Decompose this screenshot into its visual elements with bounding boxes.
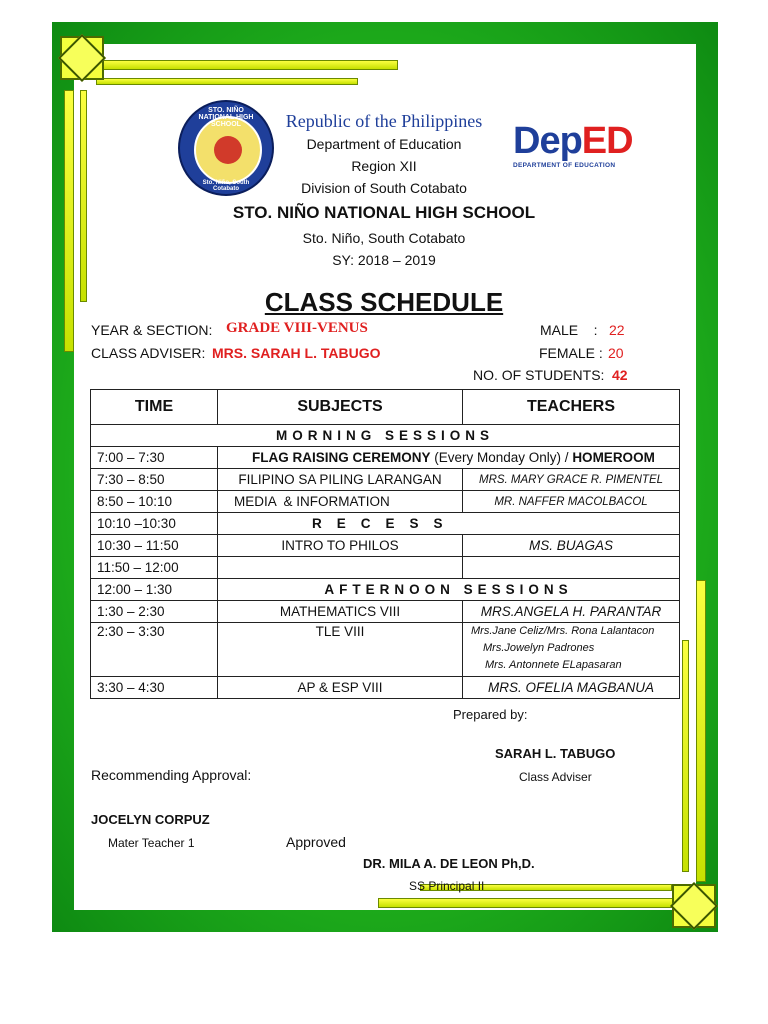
table-row <box>91 601 680 623</box>
subject-cell: INTRO TO PHILOS <box>218 535 463 557</box>
time-cell: 8:50 – 10:10 <box>91 491 218 513</box>
table-row <box>91 535 680 557</box>
school-seal-logo: STO. NIÑO NATIONAL HIGH SCHOOL Sto. Niño, South Cotabato <box>178 100 274 196</box>
republic-heading: Republic of the Philippines <box>285 111 483 131</box>
time-header: TIME <box>91 390 218 425</box>
time-cell: 3:30 – 4:30 <box>91 677 218 699</box>
morning-session-label: MORNING SESSIONS <box>91 425 680 447</box>
right-gold-bar <box>696 580 706 882</box>
teacher-line: Mrs.Jowelyn Padrones <box>483 642 595 654</box>
recommending-approval-label: Recommending Approval: <box>91 767 252 783</box>
recommender-title: Mater Teacher 1 <box>108 836 195 850</box>
prepared-by-label: Prepared by: <box>453 707 528 722</box>
students-label: NO. OF STUDENTS: <box>473 367 605 383</box>
time-cell: 12:00 – 1:30 <box>91 579 218 601</box>
deped-logo: DepED DEPARTMENT OF EDUCATION <box>513 120 633 169</box>
subject-cell <box>218 447 680 469</box>
adviser-signatory-name: SARAH L. TABUGO <box>495 746 616 761</box>
deped-logo-text: DepED <box>513 120 633 162</box>
table-row <box>91 469 680 491</box>
subject-cell: TLE VIII <box>218 623 463 677</box>
subject-cell: AP & ESP VIII <box>218 677 463 699</box>
teacher-cell: MS. BUAGAS <box>463 535 680 557</box>
table-row <box>91 677 680 699</box>
year-section-value: GRADE VIII-VENUS <box>226 320 368 336</box>
document-title: CLASS SCHEDULE <box>264 287 504 317</box>
subjects-header: SUBJECTS <box>218 390 463 425</box>
teacher-line: Mrs.Jane Celiz/Mrs. Rona Lalantacon <box>471 625 655 637</box>
teacher-cell: MRS. MARY GRACE R. PIMENTEL <box>463 469 680 491</box>
recess-cell: R E C E S S <box>218 513 680 535</box>
teacher-cell <box>463 557 680 579</box>
morning-session-row <box>91 425 680 447</box>
subject-cell: FILIPINO SA PILING LARANGAN <box>218 469 463 491</box>
students-count: 42 <box>612 367 628 383</box>
time-cell: 10:30 – 11:50 <box>91 535 218 557</box>
female-label: FEMALE : <box>539 345 603 361</box>
school-name: STO. NIÑO NATIONAL HIGH SCHOOL <box>232 203 536 222</box>
top-gold-bar-thin <box>96 78 358 85</box>
male-label: MALE : <box>540 322 598 338</box>
bottom-gold-bar <box>378 898 680 908</box>
school-year: SY: 2018 – 2019 <box>332 252 436 268</box>
teachers-header: TEACHERS <box>463 390 680 425</box>
teacher-cell <box>463 623 680 677</box>
time-cell: 7:00 – 7:30 <box>91 447 218 469</box>
teacher-cell: MR. NAFFER MACOLBACOL <box>463 491 680 513</box>
subject-cell: MEDIA & INFORMATION <box>218 491 463 513</box>
teacher-cell: MRS.ANGELA H. PARANTAR <box>463 601 680 623</box>
principal-title: SS Principal II <box>409 879 485 893</box>
year-section-label: YEAR & SECTION: <box>91 322 213 338</box>
document-title-wrap <box>0 287 768 318</box>
teacher-cell: MRS. OFELIA MAGBANUA <box>463 677 680 699</box>
time-cell: 2:30 – 3:30 <box>91 623 218 677</box>
region-line: Region XII <box>351 158 417 174</box>
table-row <box>91 513 680 535</box>
schedule-table <box>90 389 680 699</box>
table-row <box>91 623 680 677</box>
right-gold-bar-thin <box>682 640 689 872</box>
subject-tail: HOMEROOM <box>572 450 655 465</box>
table-row <box>91 491 680 513</box>
time-cell: 11:50 – 12:00 <box>91 557 218 579</box>
adviser-value: MRS. SARAH L. TABUGO <box>212 345 381 361</box>
table-header-row <box>91 390 680 425</box>
adviser-signatory-title: Class Adviser <box>519 770 592 784</box>
table-row <box>91 557 680 579</box>
top-gold-bar <box>96 60 398 70</box>
subject-bold: FLAG RAISING CEREMONY <box>252 450 431 465</box>
female-count: 20 <box>608 345 624 361</box>
time-cell: 7:30 – 8:50 <box>91 469 218 491</box>
time-cell: 10:10 –10:30 <box>91 513 218 535</box>
subject-cell: MATHEMATICS VIII <box>218 601 463 623</box>
table-row <box>91 447 680 469</box>
male-count: 22 <box>609 322 625 338</box>
department-line: Department of Education <box>306 136 462 152</box>
subject-note: (Every Monday Only) / <box>430 450 573 465</box>
subject-cell <box>218 557 463 579</box>
principal-name: DR. MILA A. DE LEON Ph,D. <box>363 856 535 871</box>
afternoon-session-label: AFTERNOON SESSIONS <box>218 579 680 601</box>
time-cell: 1:30 – 2:30 <box>91 601 218 623</box>
recommender-name: JOCELYN CORPUZ <box>91 812 210 827</box>
adviser-label: CLASS ADVISER: <box>91 345 206 361</box>
table-row <box>91 579 680 601</box>
division-line: Division of South Cotabato <box>301 180 467 196</box>
teacher-line: Mrs. Antonnete ELapasaran <box>485 659 622 671</box>
school-address: Sto. Niño, South Cotabato <box>302 230 466 246</box>
approved-label: Approved <box>286 834 346 850</box>
